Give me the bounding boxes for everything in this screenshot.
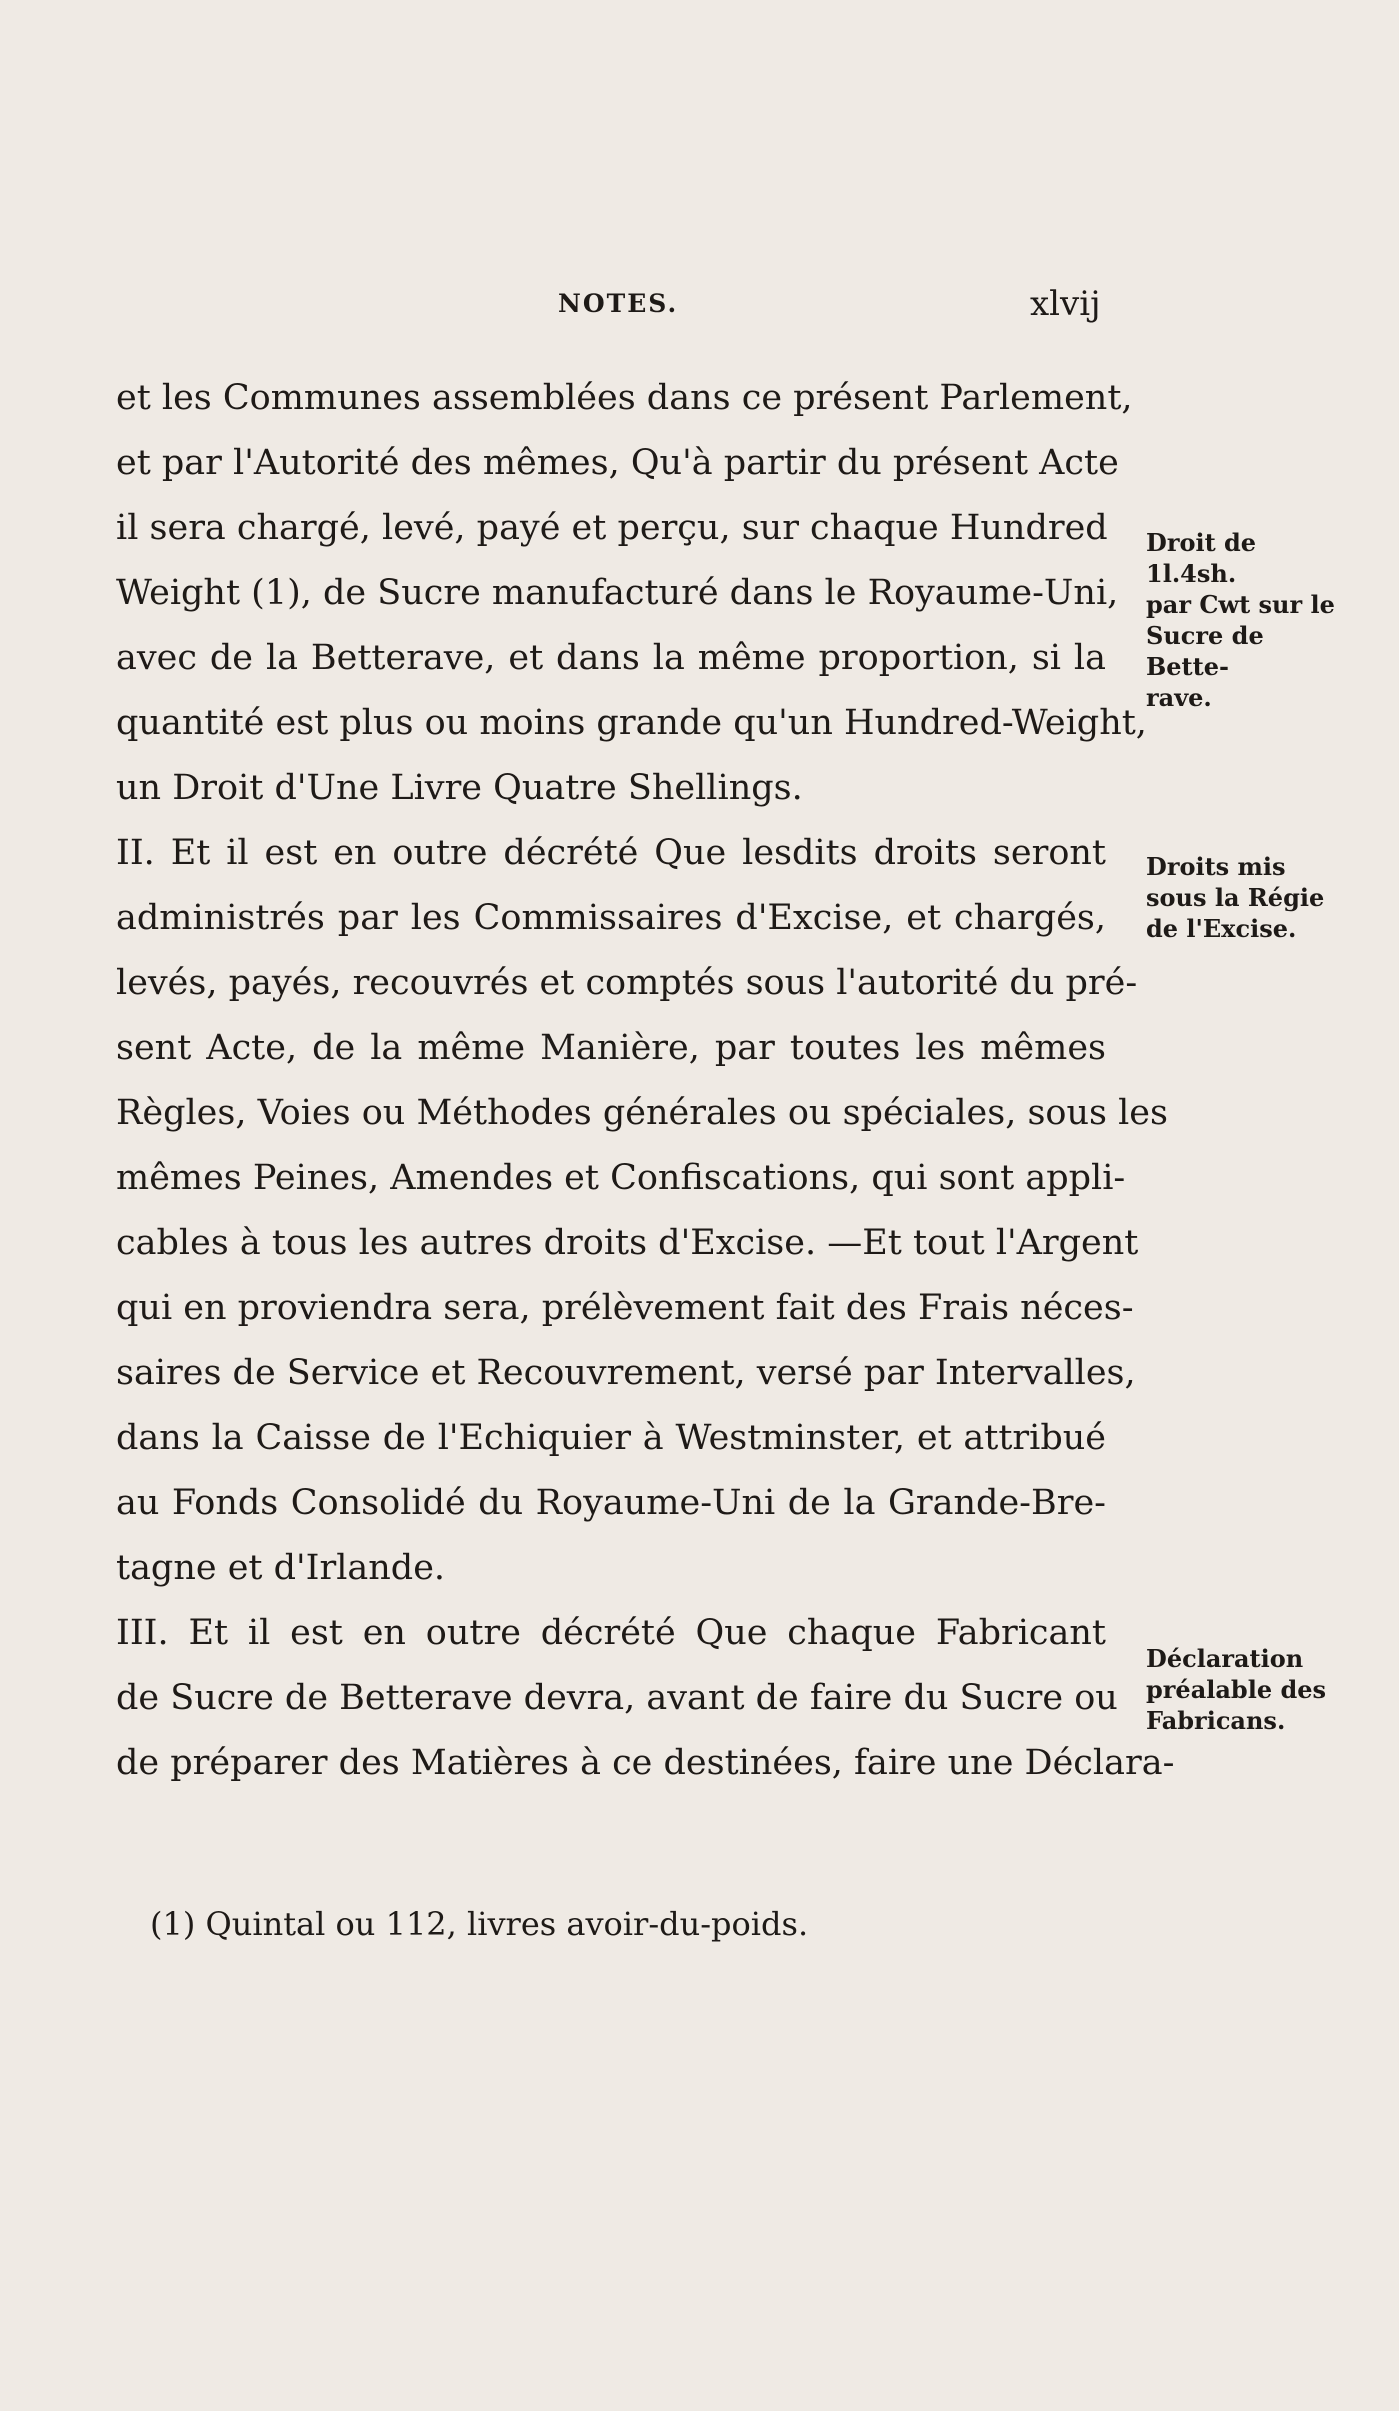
text-line: tagne et d'Irlande. bbox=[116, 1548, 446, 1588]
running-header-title: NOTES. bbox=[558, 289, 679, 318]
marginal-note-line: de l'Excise. bbox=[1146, 914, 1297, 943]
text-line: il sera chargé, levé, payé et perçu, sur chaque Hundred bbox=[116, 508, 1108, 548]
text-line: un Droit d'Une Livre Quatre Shellings. bbox=[116, 768, 803, 808]
text-line: II. Et il est en outre décrété Que lesdits droits seront bbox=[116, 833, 1106, 873]
text-line: qui en proviendra sera, prélèvement fait des Frais néces- bbox=[116, 1288, 1134, 1328]
text-line: de Sucre de Betterave devra, avant de faire du Sucre ou bbox=[116, 1678, 1118, 1718]
text-line: Règles, Voies ou Méthodes générales ou spéciales, sous les bbox=[116, 1093, 1168, 1133]
text-line: de préparer des Matières à ce destinées, faire une Déclara- bbox=[116, 1743, 1175, 1783]
marginal-note-line: Fabricans. bbox=[1146, 1706, 1286, 1735]
page-number: xlvij bbox=[1030, 284, 1101, 324]
text-line: sent Acte, de la même Manière, par toutes les mêmes bbox=[116, 1028, 1106, 1068]
marginal-note-line: préalable des bbox=[1146, 1675, 1326, 1704]
text-line: III. Et il est en outre décrété Que chaque Fabricant bbox=[116, 1613, 1106, 1653]
marginal-note-line: Sucre de Bette- bbox=[1146, 621, 1264, 681]
text-line: cables à tous les autres droits d'Excise. —Et tout l'Argent bbox=[116, 1223, 1139, 1263]
marginal-note-line: sous la Régie bbox=[1146, 883, 1325, 912]
marginal-note-duty bbox=[1146, 527, 1346, 713]
text-line: au Fonds Consolidé du Royaume-Uni de la Grande-Bre- bbox=[116, 1483, 1106, 1523]
text-line: avec de la Betterave, et dans la même proportion, si la bbox=[116, 638, 1106, 678]
marginal-note-line: Déclaration bbox=[1146, 1644, 1304, 1673]
marginal-note-line: par Cwt sur le bbox=[1146, 590, 1335, 619]
text-line: administrés par les Commissaires d'Excise, et chargés, bbox=[116, 898, 1106, 938]
text-line: levés, payés, recouvrés et comptés sous l'autorité du pré- bbox=[116, 963, 1138, 1003]
text-line: saires de Service et Recouvrement, versé par Intervalles, bbox=[116, 1353, 1136, 1393]
marginal-note-excise bbox=[1146, 851, 1346, 944]
text-line: Weight (1), de Sucre manufacturé dans le Royaume-Uni, bbox=[116, 573, 1119, 613]
footnote: (1) Quintal ou 112, livres avoir-du-poids. bbox=[150, 1905, 809, 1943]
text-line: dans la Caisse de l'Echiquier à Westminster, et attribué bbox=[116, 1418, 1106, 1458]
marginal-note-line: Droits mis bbox=[1146, 852, 1286, 881]
marginal-note-line: rave. bbox=[1146, 683, 1212, 712]
text-line: et par l'Autorité des mêmes, Qu'à partir du présent Acte bbox=[116, 443, 1119, 483]
text-line: et les Communes assemblées dans ce présent Parlement, bbox=[116, 378, 1133, 418]
marginal-note-declaration bbox=[1146, 1643, 1346, 1736]
marginal-note-line: Droit de 1l.4sh. bbox=[1146, 528, 1257, 588]
text-line: mêmes Peines, Amendes et Confiscations, qui sont appli- bbox=[116, 1158, 1126, 1198]
text-line: quantité est plus ou moins grande qu'un Hundred-Weight, bbox=[116, 703, 1147, 743]
